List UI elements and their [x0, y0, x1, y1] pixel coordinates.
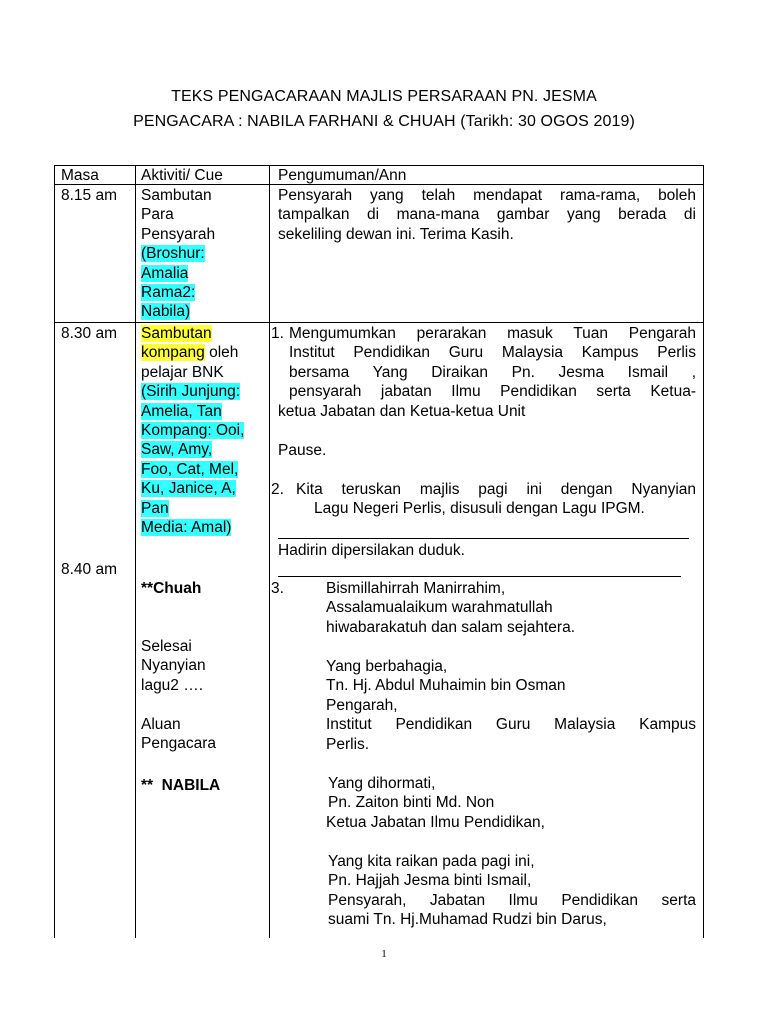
cue-highlight: Foo, Cat, Mel, — [141, 460, 239, 478]
document-title: TEKS PENGACARAAN MAJLIS PERSARAAN PN. JESMA — [171, 88, 597, 105]
item2-number: 2. — [271, 481, 284, 498]
announcement-line: Mengumumkan perarakan masuk Tuan Pengarah — [289, 325, 696, 342]
header-masa: Masa — [61, 167, 99, 184]
announcement-line: Institut Pendidikan Guru Malaysia Kampus Perlis — [289, 344, 696, 362]
row2-time-second: 8.40 am — [61, 561, 118, 578]
cue-highlight: Media: Amal) — [141, 519, 232, 537]
pause-text: Pause. — [278, 442, 327, 459]
activity-line: Nyanyian — [141, 657, 206, 675]
activity-highlight: Sambutan — [141, 325, 212, 342]
dihormati-block — [328, 774, 494, 813]
announcement-line: Kita teruskan majlis pagi ini dengan Nyanyian — [296, 481, 696, 498]
table-border-left — [54, 165, 55, 938]
separator-line — [278, 576, 681, 577]
row2-time: 8.30 am — [61, 325, 118, 342]
berbahagia-block — [326, 657, 696, 754]
activity-line: Selesai — [141, 638, 192, 655]
cue-highlight: Kompang: Ooi, — [141, 422, 245, 440]
cue-aluan — [141, 715, 216, 754]
row1-time: 8.15 am — [61, 187, 118, 204]
announcement-line: bersama Yang Diraikan Pn. Jesma Ismail , — [289, 363, 696, 381]
announcement-line: Yang kita raikan pada pagi ini, — [328, 853, 535, 870]
announcement-line: Yang berbahagia, — [326, 658, 448, 675]
announcement-line: tampalkan di mana-mana gambar yang berada di — [278, 206, 696, 224]
item1-text — [289, 324, 696, 402]
row1-activity — [141, 186, 215, 322]
announcement-line: Perlis. — [326, 735, 370, 753]
row1-announcement — [278, 186, 696, 244]
document-subtitle: PENGACARA : NABILA FARHANI & CHUAH (Tarikh: 30 OGOS 2019) — [133, 113, 635, 130]
activity-highlight: kompang — [141, 344, 205, 362]
activity-line: Aluan — [141, 716, 181, 733]
announcement-line: suami Tn. Hj.Muhamad Rudzi bin Darus, — [328, 911, 607, 929]
announcement-line: hiwabarakatuh dan salam sejahtera. — [326, 618, 576, 636]
announcement-line: Bismillahirrah Manirrahim, — [326, 580, 506, 597]
cue-chuah: **Chuah — [141, 580, 202, 597]
cue-highlight: Amelia, Tan — [141, 402, 222, 420]
cue-selesai — [141, 637, 206, 695]
activity-line: Pensyarah — [141, 225, 216, 243]
cue-highlight: Nabila) — [141, 303, 191, 321]
cue-highlight: (Sirih Junjung: — [141, 383, 241, 401]
separator-line — [278, 538, 689, 539]
announcement-line: Pn. Zaiton binti Md. Non — [328, 794, 495, 812]
activity-line: pelajar BNK — [141, 363, 224, 381]
activity-text: oleh — [204, 344, 239, 362]
dihormati-title: Ketua Jabatan Ilmu Pendidikan, — [326, 814, 545, 831]
announcement-line: Pensyarah, Jabatan Ilmu Pendidikan serta — [328, 892, 696, 909]
announcement-line: Assalamualaikum warahmatullah — [326, 599, 553, 617]
item2-text — [296, 480, 696, 499]
cue-highlight: (Broshur: — [141, 245, 205, 263]
table-border-right — [703, 165, 704, 938]
item1-text-last: ketua Jabatan dan Ketua-ketua Unit — [278, 403, 526, 420]
table-column-divider — [135, 165, 136, 938]
announcement-line: Yang dihormati, — [328, 775, 436, 792]
table-row-divider — [54, 322, 704, 323]
activity-line: Para — [141, 206, 174, 224]
cue-highlight: Rama2: — [141, 284, 196, 302]
item3-text — [326, 579, 575, 637]
item2-text-second: Lagu Negeri Perlis, disusuli dengan Lagu IPGM. — [314, 500, 645, 517]
announcement-line: Tn. Hj. Abdul Muhaimin bin Osman — [326, 677, 566, 695]
page-number: 1 — [381, 948, 387, 960]
announcement-line: Pn. Hajjah Jesma binti Ismail, — [328, 872, 532, 890]
row2-activity — [141, 324, 244, 537]
activity-line: lagu2 …. — [141, 676, 204, 694]
cue-highlight: Amalia — [141, 264, 189, 282]
announcement-line: Pengarah, — [326, 696, 398, 714]
announcement-line: Institut Pendidikan Guru Malaysia Kampus — [326, 716, 696, 734]
item3-number: 3. — [271, 580, 284, 597]
cue-highlight: Pan — [141, 499, 169, 517]
hadirin-text: Hadirin dipersilakan duduk. — [278, 542, 465, 559]
cue-highlight: Saw, Amy, — [141, 441, 213, 459]
cue-nabila: ** NABILA — [141, 777, 221, 794]
header-pengumuman: Pengumuman/Ann — [278, 167, 407, 184]
activity-line: Pengacara — [141, 735, 216, 753]
cue-highlight: Ku, Janice, A, — [141, 480, 236, 498]
raikan-block-2 — [328, 891, 696, 930]
announcement-line: Pensyarah yang telah mendapat rama-rama, boleh — [278, 187, 696, 204]
announcement-line: pensyarah jabatan Ilmu Pendidikan serta Ketua- — [289, 383, 696, 401]
activity-line: Sambutan — [141, 187, 212, 204]
announcement-line: sekeliling dewan ini. Terima Kasih. — [278, 225, 514, 243]
raikan-block — [328, 852, 535, 891]
item1-number: 1. — [271, 325, 284, 342]
header-aktiviti: Aktiviti/ Cue — [141, 167, 223, 184]
table-column-divider — [269, 165, 270, 938]
